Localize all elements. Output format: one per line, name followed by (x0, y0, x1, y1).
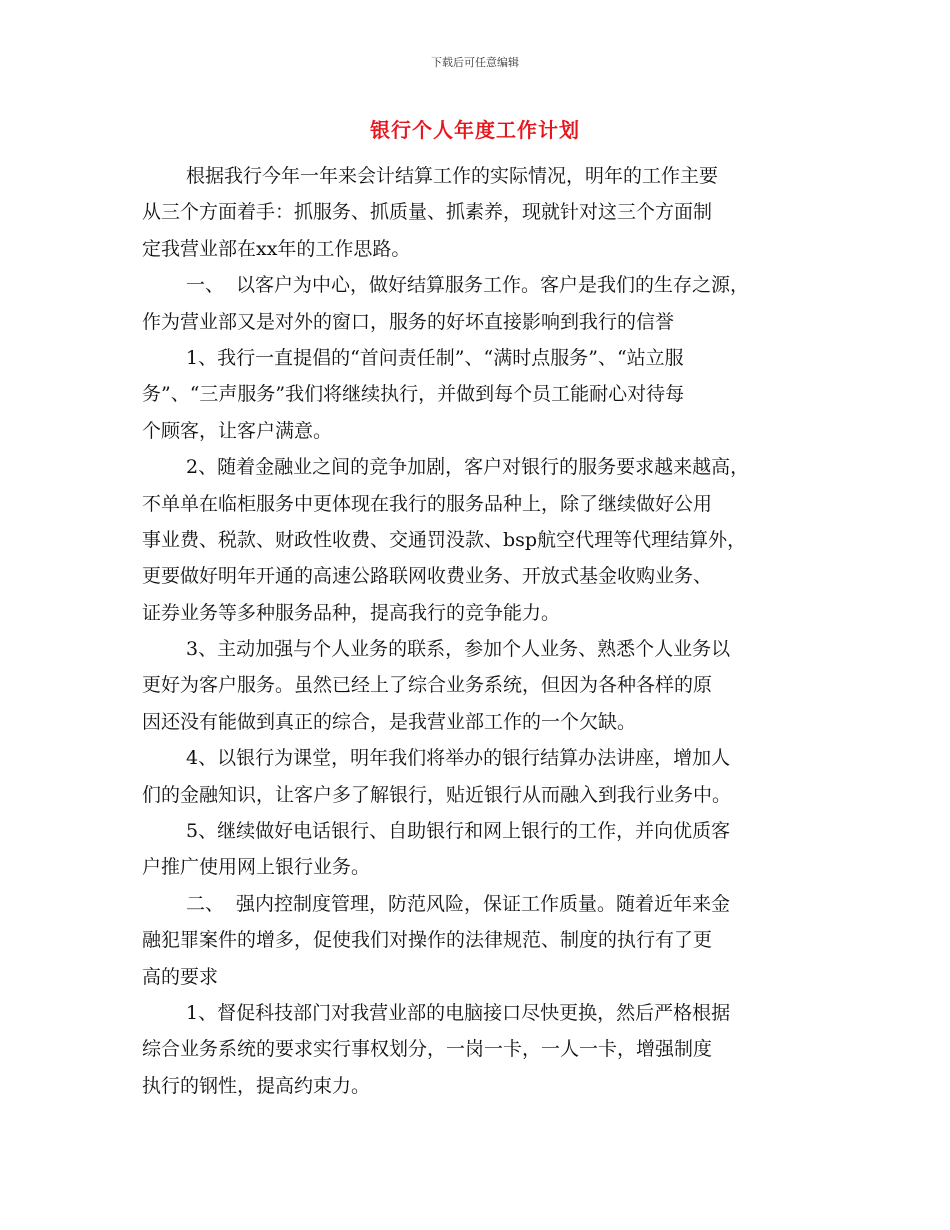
paragraph-line: 因还没有能做到真正的综合，是我营业部工作的一个欠缺。 (142, 710, 637, 733)
paragraph-line: 个顾客，让客户满意。 (142, 419, 333, 442)
paragraph-line: 不单单在临柜服务中更体现在我行的服务品种上，除了继续做好公用 (142, 492, 713, 515)
paragraph-line: 1、我行一直提倡的“首问责任制”、“满时点服务”、“站立服 (186, 346, 684, 369)
paragraph-line: 3、主动加强与个人业务的联系，参加个人业务、熟悉个人业务以 (186, 638, 731, 661)
paragraph-item-2 (142, 449, 822, 631)
paragraph-item-3 (142, 631, 822, 740)
paragraph-line: 证券业务等多种服务品种，提高我行的竞争能力。 (142, 601, 561, 624)
paragraph-item-1 (142, 340, 822, 449)
paragraph-line: 定我营业部在xx年的工作思路。 (142, 237, 411, 260)
paragraph-line: 作为营业部又是对外的窗口，服务的好坏直接影响到我行的信誉 (142, 310, 675, 333)
paragraph-line: 融犯罪案件的增多，促使我们对操作的法律规范、制度的执行有了更 (142, 929, 713, 952)
paragraph-line: 事业费、税款、财政性收费、交通罚没款、bsp航空代理等代理结算外， (142, 528, 747, 551)
paragraph-line: 根据我行今年一年来会计结算工作的实际情况，明年的工作主要 (186, 165, 719, 187)
paragraph-line: 综合业务系统的要求实行事权划分，一岗一卡，一人一卡，增强制度 (142, 1038, 713, 1061)
section-marker: 二、 (186, 892, 225, 915)
paragraph-line: 4、以银行为课堂，明年我们将举办的银行结算办法讲座，增加人 (186, 747, 731, 770)
document-body (142, 158, 822, 1104)
paragraph-line: 从三个方面着手：抓服务、抓质量、抓素养，现就针对这三个方面制 (142, 201, 713, 224)
header-note: 下载后可任意编辑 (431, 56, 519, 69)
paragraph-line: 们的金融知识，让客户多了解银行，贴近银行从而融入到我行业务中。 (142, 783, 732, 806)
paragraph-line: 5、继续做好电话银行、自助银行和网上银行的工作，并向优质客 (186, 820, 731, 843)
paragraph-line: 1、督促科技部门对我营业部的电脑接口尽快更换，然后严格根据 (186, 1001, 731, 1024)
paragraph-line-text: 强内控制度管理，防范风险，保证工作质量。随着近年来金 (236, 892, 731, 915)
paragraph-item-5 (142, 813, 822, 886)
paragraph-section-one (142, 267, 822, 340)
paragraph-line: 务”、“三声服务”我们将继续执行，并做到每个员工能耐心对待每 (142, 383, 685, 406)
paragraph-line: 高的要求 (142, 965, 219, 988)
paragraph-item-2-1 (142, 995, 822, 1104)
paragraph-section-two (142, 886, 822, 995)
paragraph-intro (142, 158, 822, 267)
paragraph-line: 户推广使用网上银行业务。 (142, 856, 371, 879)
paragraph-line: 更好为客户服务。虽然已经上了综合业务系统，但因为各种各样的原 (142, 674, 713, 697)
paragraph-line: 执行的钢性，提高约束力。 (142, 1074, 371, 1097)
paragraph-line (142, 267, 822, 303)
paragraph-item-4 (142, 740, 822, 813)
paragraph-line-text: 以客户为中心，做好结算服务工作。客户是我们的生存之源， (236, 274, 750, 297)
paragraph-line (142, 886, 822, 922)
paragraph-line: 更要做好明年开通的高速公路联网收费业务、开放式基金收购业务、 (142, 565, 713, 588)
document-title: 银行个人年度工作计划 (370, 118, 580, 142)
paragraph-line: 2、随着金融业之间的竞争加剧，客户对银行的服务要求越来越高， (186, 456, 750, 479)
section-marker: 一、 (186, 274, 225, 297)
